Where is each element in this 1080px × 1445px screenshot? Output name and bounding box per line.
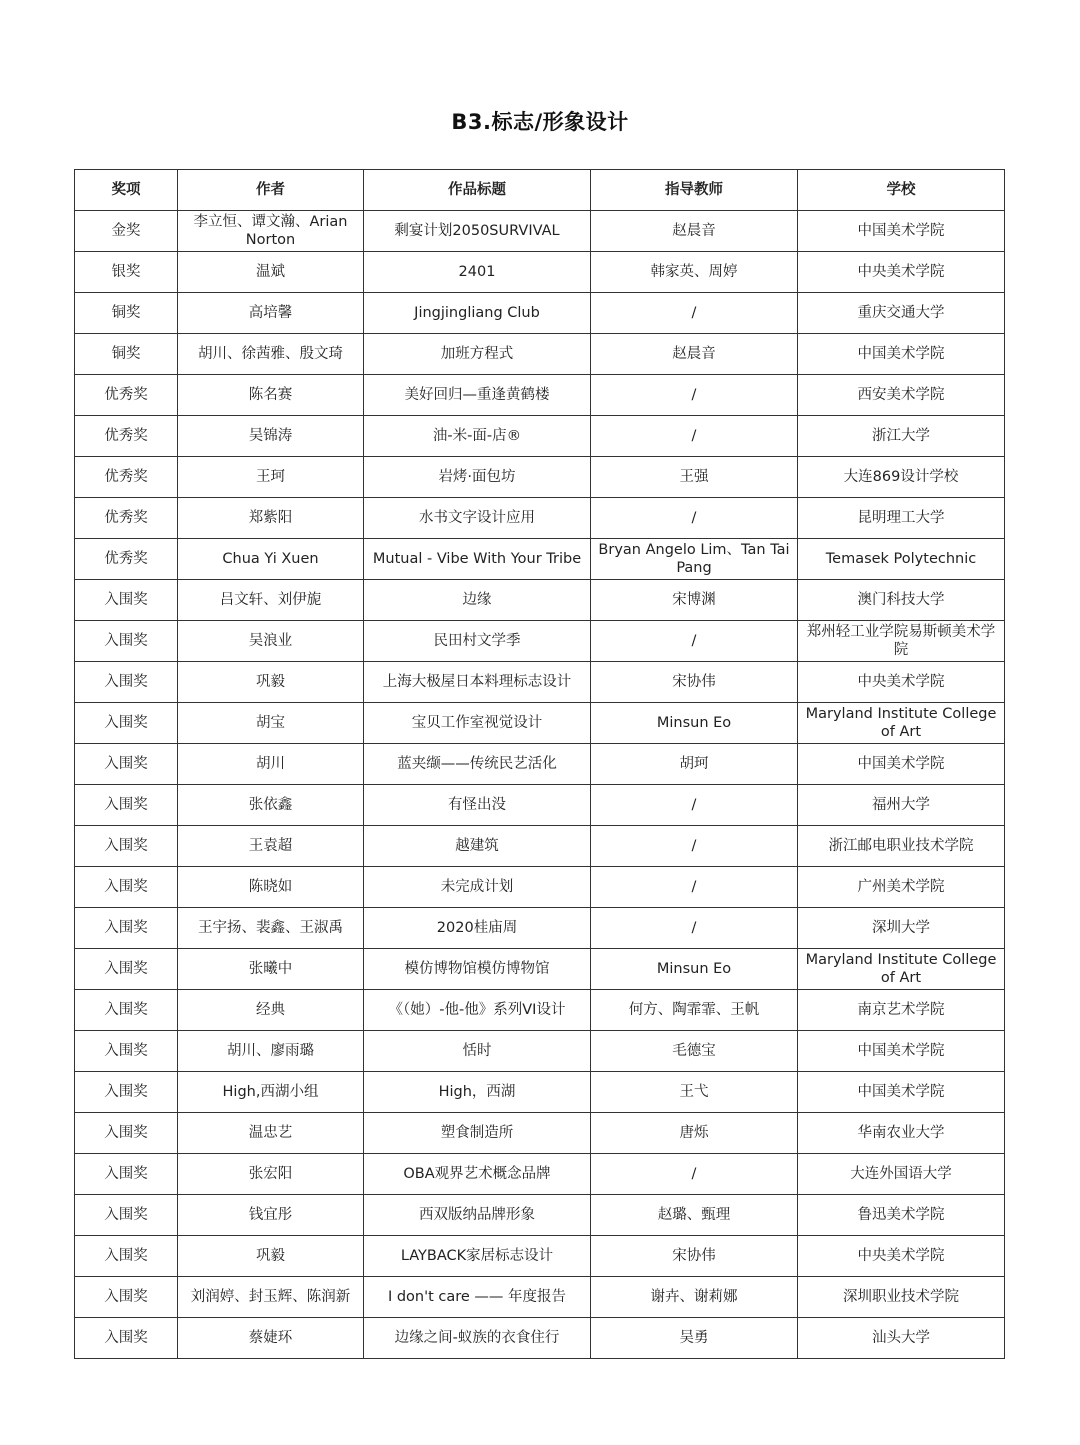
table-row: [75, 252, 1005, 293]
table-row: [75, 1277, 1005, 1318]
cell-award: 入围奖: [75, 1031, 178, 1072]
header-advisor: 指导教师: [591, 170, 798, 211]
cell-work-title: 恬时: [364, 1031, 591, 1072]
cell-work-title: 民田村文学季: [364, 621, 591, 662]
cell-award: 入围奖: [75, 1277, 178, 1318]
cell-advisor: /: [591, 867, 798, 908]
cell-award: 银奖: [75, 252, 178, 293]
table-row: [75, 498, 1005, 539]
cell-advisor: 王强: [591, 457, 798, 498]
cell-advisor: 毛德宝: [591, 1031, 798, 1072]
table-row: [75, 1195, 1005, 1236]
cell-work-title: 蓝夹缬——传统民艺活化: [364, 744, 591, 785]
cell-author: 张依鑫: [178, 785, 364, 826]
table-row: [75, 211, 1005, 252]
awards-table: [74, 169, 1005, 1359]
cell-author: 吕文轩、刘伊旎: [178, 580, 364, 621]
header-award: 奖项: [75, 170, 178, 211]
cell-award: 优秀奖: [75, 375, 178, 416]
cell-award: 铜奖: [75, 293, 178, 334]
cell-award: 入围奖: [75, 703, 178, 744]
cell-award: 入围奖: [75, 867, 178, 908]
table-row: [75, 908, 1005, 949]
cell-author: 张曦中: [178, 949, 364, 990]
cell-award: 入围奖: [75, 1236, 178, 1277]
cell-award: 优秀奖: [75, 416, 178, 457]
table-row: [75, 293, 1005, 334]
cell-award: 入围奖: [75, 949, 178, 990]
table-row: [75, 334, 1005, 375]
cell-school: Maryland Institute College of Art: [798, 703, 1005, 744]
cell-author: 蔡婕环: [178, 1318, 364, 1359]
cell-work-title: 模仿博物馆模仿博物馆: [364, 949, 591, 990]
table-row: [75, 662, 1005, 703]
cell-author: 王宇扬、裴鑫、王淑禹: [178, 908, 364, 949]
cell-advisor: 宋博渊: [591, 580, 798, 621]
cell-advisor: Bryan Angelo Lim、Tan Tai Pang: [591, 539, 798, 580]
cell-author: 巩毅: [178, 1236, 364, 1277]
table-row: [75, 621, 1005, 662]
cell-school: 中央美术学院: [798, 1236, 1005, 1277]
cell-award: 入围奖: [75, 662, 178, 703]
cell-school: 南京艺术学院: [798, 990, 1005, 1031]
cell-author: 王珂: [178, 457, 364, 498]
cell-advisor: 谢卉、谢莉娜: [591, 1277, 798, 1318]
table-row: [75, 785, 1005, 826]
cell-work-title: 加班方程式: [364, 334, 591, 375]
cell-author: 吴锦涛: [178, 416, 364, 457]
cell-author: 温斌: [178, 252, 364, 293]
cell-award: 入围奖: [75, 826, 178, 867]
cell-author: 胡川: [178, 744, 364, 785]
cell-award: 入围奖: [75, 580, 178, 621]
table-body: [75, 211, 1005, 1359]
cell-advisor: /: [591, 498, 798, 539]
table-row: [75, 1031, 1005, 1072]
cell-work-title: 岩烤·面包坊: [364, 457, 591, 498]
cell-author: 吴浪业: [178, 621, 364, 662]
table-row: [75, 580, 1005, 621]
cell-school: 深圳大学: [798, 908, 1005, 949]
cell-school: 汕头大学: [798, 1318, 1005, 1359]
table-row: [75, 457, 1005, 498]
cell-school: 华南农业大学: [798, 1113, 1005, 1154]
cell-school: Temasek Polytechnic: [798, 539, 1005, 580]
cell-work-title: 边缘之间-蚁族的衣食住行: [364, 1318, 591, 1359]
cell-award: 入围奖: [75, 621, 178, 662]
cell-school: 浙江大学: [798, 416, 1005, 457]
cell-advisor: 宋协伟: [591, 1236, 798, 1277]
cell-award: 入围奖: [75, 1154, 178, 1195]
cell-work-title: 西双版纳品牌形象: [364, 1195, 591, 1236]
table-row: [75, 1113, 1005, 1154]
cell-award: 优秀奖: [75, 539, 178, 580]
cell-work-title: High，西湖: [364, 1072, 591, 1113]
table-row: [75, 744, 1005, 785]
cell-work-title: 越建筑: [364, 826, 591, 867]
cell-school: 昆明理工大学: [798, 498, 1005, 539]
cell-school: 中国美术学院: [798, 334, 1005, 375]
cell-school: Maryland Institute College of Art: [798, 949, 1005, 990]
cell-work-title: 水书文字设计应用: [364, 498, 591, 539]
cell-work-title: 2401: [364, 252, 591, 293]
cell-school: 大连外国语大学: [798, 1154, 1005, 1195]
cell-author: 胡川、廖雨璐: [178, 1031, 364, 1072]
cell-author: 经典: [178, 990, 364, 1031]
header-work-title: 作品标题: [364, 170, 591, 211]
table-row: [75, 1154, 1005, 1195]
header-author: 作者: [178, 170, 364, 211]
cell-advisor: 赵晨音: [591, 211, 798, 252]
table-row: [75, 949, 1005, 990]
cell-author: 温忠艺: [178, 1113, 364, 1154]
cell-school: 中国美术学院: [798, 211, 1005, 252]
cell-author: 陈晓如: [178, 867, 364, 908]
cell-author: 高培馨: [178, 293, 364, 334]
cell-award: 入围奖: [75, 908, 178, 949]
cell-work-title: Jingjingliang Club: [364, 293, 591, 334]
cell-advisor: /: [591, 826, 798, 867]
cell-advisor: 王弋: [591, 1072, 798, 1113]
cell-school: 中国美术学院: [798, 1072, 1005, 1113]
table-row: [75, 375, 1005, 416]
cell-award: 入围奖: [75, 1072, 178, 1113]
cell-work-title: 塑食制造所: [364, 1113, 591, 1154]
cell-award: 入围奖: [75, 1318, 178, 1359]
cell-school: 重庆交通大学: [798, 293, 1005, 334]
table-row: [75, 1236, 1005, 1277]
cell-school: 大连869设计学校: [798, 457, 1005, 498]
cell-school: 广州美术学院: [798, 867, 1005, 908]
cell-advisor: 吴勇: [591, 1318, 798, 1359]
cell-advisor: /: [591, 416, 798, 457]
cell-work-title: 未完成计划: [364, 867, 591, 908]
cell-work-title: 油-米-面-店®: [364, 416, 591, 457]
cell-author: 巩毅: [178, 662, 364, 703]
cell-school: 福州大学: [798, 785, 1005, 826]
cell-author: 胡宝: [178, 703, 364, 744]
cell-school: 中央美术学院: [798, 252, 1005, 293]
table-row: [75, 703, 1005, 744]
cell-school: 深圳职业技术学院: [798, 1277, 1005, 1318]
cell-work-title: 边缘: [364, 580, 591, 621]
cell-work-title: 上海大极屋日本料理标志设计: [364, 662, 591, 703]
cell-work-title: 《（她）-他-他》系列VI设计: [364, 990, 591, 1031]
cell-advisor: Minsun Eo: [591, 949, 798, 990]
cell-advisor: 何方、陶霏霏、王帆: [591, 990, 798, 1031]
table-row: [75, 1318, 1005, 1359]
cell-award: 入围奖: [75, 785, 178, 826]
cell-school: 中国美术学院: [798, 744, 1005, 785]
cell-advisor: 宋协伟: [591, 662, 798, 703]
cell-author: High,西湖小组: [178, 1072, 364, 1113]
cell-work-title: 有怪出没: [364, 785, 591, 826]
cell-advisor: 赵晨音: [591, 334, 798, 375]
cell-school: 西安美术学院: [798, 375, 1005, 416]
cell-award: 金奖: [75, 211, 178, 252]
table-row: [75, 867, 1005, 908]
cell-author: 郑紫阳: [178, 498, 364, 539]
cell-work-title: 美好回归—重逢黄鹤楼: [364, 375, 591, 416]
cell-advisor: 韩家英、周婷: [591, 252, 798, 293]
table-row: [75, 1072, 1005, 1113]
table-row: [75, 416, 1005, 457]
cell-advisor: /: [591, 621, 798, 662]
page-title: B3.标志/形象设计: [451, 110, 629, 134]
cell-advisor: /: [591, 293, 798, 334]
cell-award: 入围奖: [75, 990, 178, 1031]
cell-award: 入围奖: [75, 1195, 178, 1236]
cell-school: 澳门科技大学: [798, 580, 1005, 621]
cell-work-title: Mutual - Vibe With Your Tribe: [364, 539, 591, 580]
cell-work-title: 剩宴计划2050SURVIVAL: [364, 211, 591, 252]
cell-author: 刘润婷、封玉辉、陈润新: [178, 1277, 364, 1318]
cell-school: 鲁迅美术学院: [798, 1195, 1005, 1236]
cell-school: 中国美术学院: [798, 1031, 1005, 1072]
table-row: [75, 539, 1005, 580]
cell-work-title: OBA观界艺术概念品牌: [364, 1154, 591, 1195]
table-row: [75, 990, 1005, 1031]
cell-school: 郑州轻工业学院易斯顿美术学院: [798, 621, 1005, 662]
cell-author: Chua Yi Xuen: [178, 539, 364, 580]
cell-work-title: LAYBACK家居标志设计: [364, 1236, 591, 1277]
cell-award: 优秀奖: [75, 457, 178, 498]
cell-school: 中央美术学院: [798, 662, 1005, 703]
cell-advisor: /: [591, 785, 798, 826]
cell-award: 优秀奖: [75, 498, 178, 539]
cell-advisor: /: [591, 375, 798, 416]
cell-author: 王袁超: [178, 826, 364, 867]
cell-author: 陈名赛: [178, 375, 364, 416]
cell-advisor: 胡珂: [591, 744, 798, 785]
cell-school: 浙江邮电职业技术学院: [798, 826, 1005, 867]
cell-award: 入围奖: [75, 744, 178, 785]
cell-author: 张宏阳: [178, 1154, 364, 1195]
cell-award: 铜奖: [75, 334, 178, 375]
table-header-row: [75, 170, 1005, 211]
cell-advisor: /: [591, 908, 798, 949]
cell-advisor: 赵璐、甄理: [591, 1195, 798, 1236]
table-row: [75, 826, 1005, 867]
header-school: 学校: [798, 170, 1005, 211]
cell-advisor: /: [591, 1154, 798, 1195]
cell-author: 钱宜彤: [178, 1195, 364, 1236]
cell-author: 胡川、徐茜雅、殷文琦: [178, 334, 364, 375]
cell-author: 李立恒、谭文瀚、Arian Norton: [178, 211, 364, 252]
cell-work-title: 宝贝工作室视觉设计: [364, 703, 591, 744]
cell-advisor: 唐烁: [591, 1113, 798, 1154]
cell-award: 入围奖: [75, 1113, 178, 1154]
cell-advisor: Minsun Eo: [591, 703, 798, 744]
cell-work-title: 2020桂庙周: [364, 908, 591, 949]
cell-work-title: I don't care —— 年度报告: [364, 1277, 591, 1318]
